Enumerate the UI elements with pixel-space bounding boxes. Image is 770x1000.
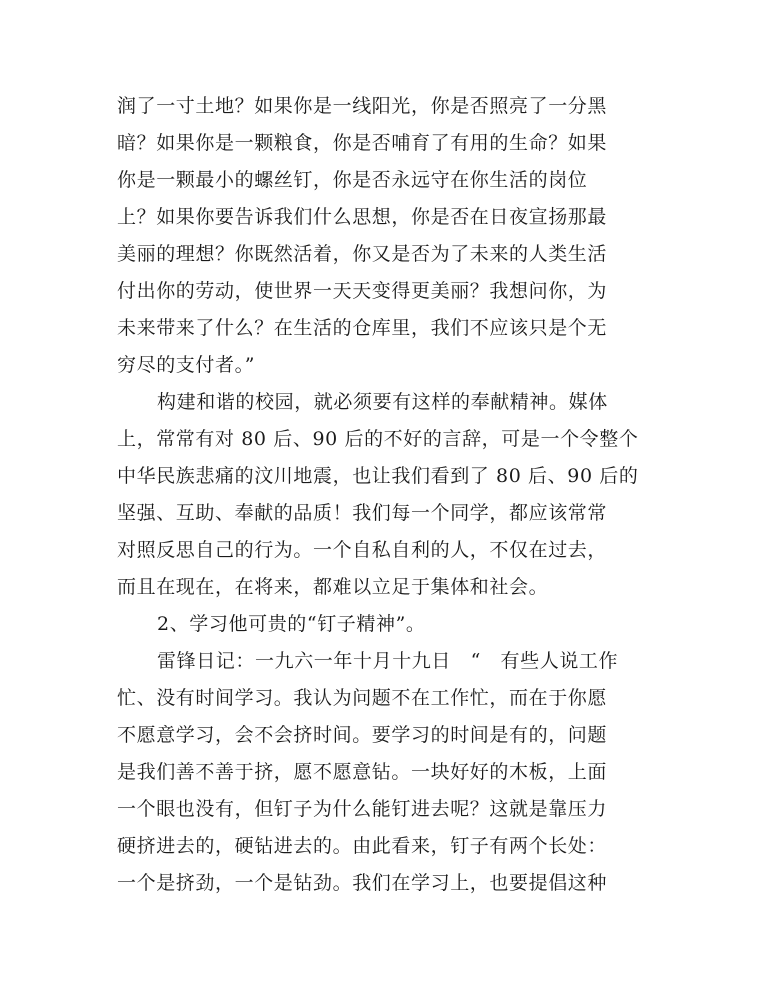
text-line: 美丽的理想？你既然活着，你又是否为了未来的人类生活 — [117, 243, 608, 265]
text-line: 忙、没有时间学习。我认为问题不在工作忙，而在于你愿 — [117, 687, 608, 709]
text-line: 而且在现在，在将来，都难以立足于集体和社会。 — [117, 576, 549, 598]
text-line: 上？如果你要告诉我们什么思想，你是否在日夜宣扬那最 — [117, 206, 608, 228]
text-line: 中华民族悲痛的汶川地震，也让我们看到了 80 后、90 后的 — [117, 465, 639, 487]
text-line: 一个眼也没有，但钉子为什么能钉进去呢？这就是靠压力 — [117, 798, 608, 820]
text-line: 一个是挤劲，一个是钻劲。我们在学习上，也要提倡这种 — [117, 872, 608, 894]
text-line: 润了一寸土地？如果你是一线阳光，你是否照亮了一分黑 — [117, 95, 608, 117]
section-heading-line: 2、学习他可贵的“钉子精神”。 — [157, 613, 426, 635]
text-line: 上，常常有对 80 后、90 后的不好的言辞，可是一个令整个 — [117, 428, 639, 450]
text-line: 硬挤进去的，硬钻进去的。由此看来，钉子有两个长处： — [117, 835, 608, 857]
text-line: 未来带来了什么？在生活的仓库里，我们不应该只是个无 — [117, 317, 608, 339]
text-line: 你是一颗最小的螺丝钉，你是否永远守在你生活的岗位 — [117, 169, 588, 191]
text-line: 穷尽的支付者。” — [117, 354, 256, 376]
text-line: 暗？如果你是一颗粮食，你是否哺育了有用的生命？如果 — [117, 132, 608, 154]
text-line: 是我们善不善于挤，愿不愿意钻。一块好好的木板，上面 — [117, 761, 608, 783]
text-line: 不愿意学习，会不会挤时间。要学习的时间是有的，问题 — [117, 724, 608, 746]
text-line: 对照反思自己的行为。一个自私自利的人，不仅在过去， — [117, 539, 608, 561]
paragraph-start-line: 雷锋日记：一九六一年十月十九日 “ 有些人说工作 — [157, 650, 619, 672]
text-line: 坚强、互助、奉献的品质！我们每一个同学，都应该常常 — [117, 502, 608, 524]
text-line: 付出你的劳动，使世界一天天变得更美丽？我想问你，为 — [117, 280, 608, 302]
paragraph-start-line: 构建和谐的校园，就必须要有这样的奉献精神。媒体 — [157, 391, 608, 413]
